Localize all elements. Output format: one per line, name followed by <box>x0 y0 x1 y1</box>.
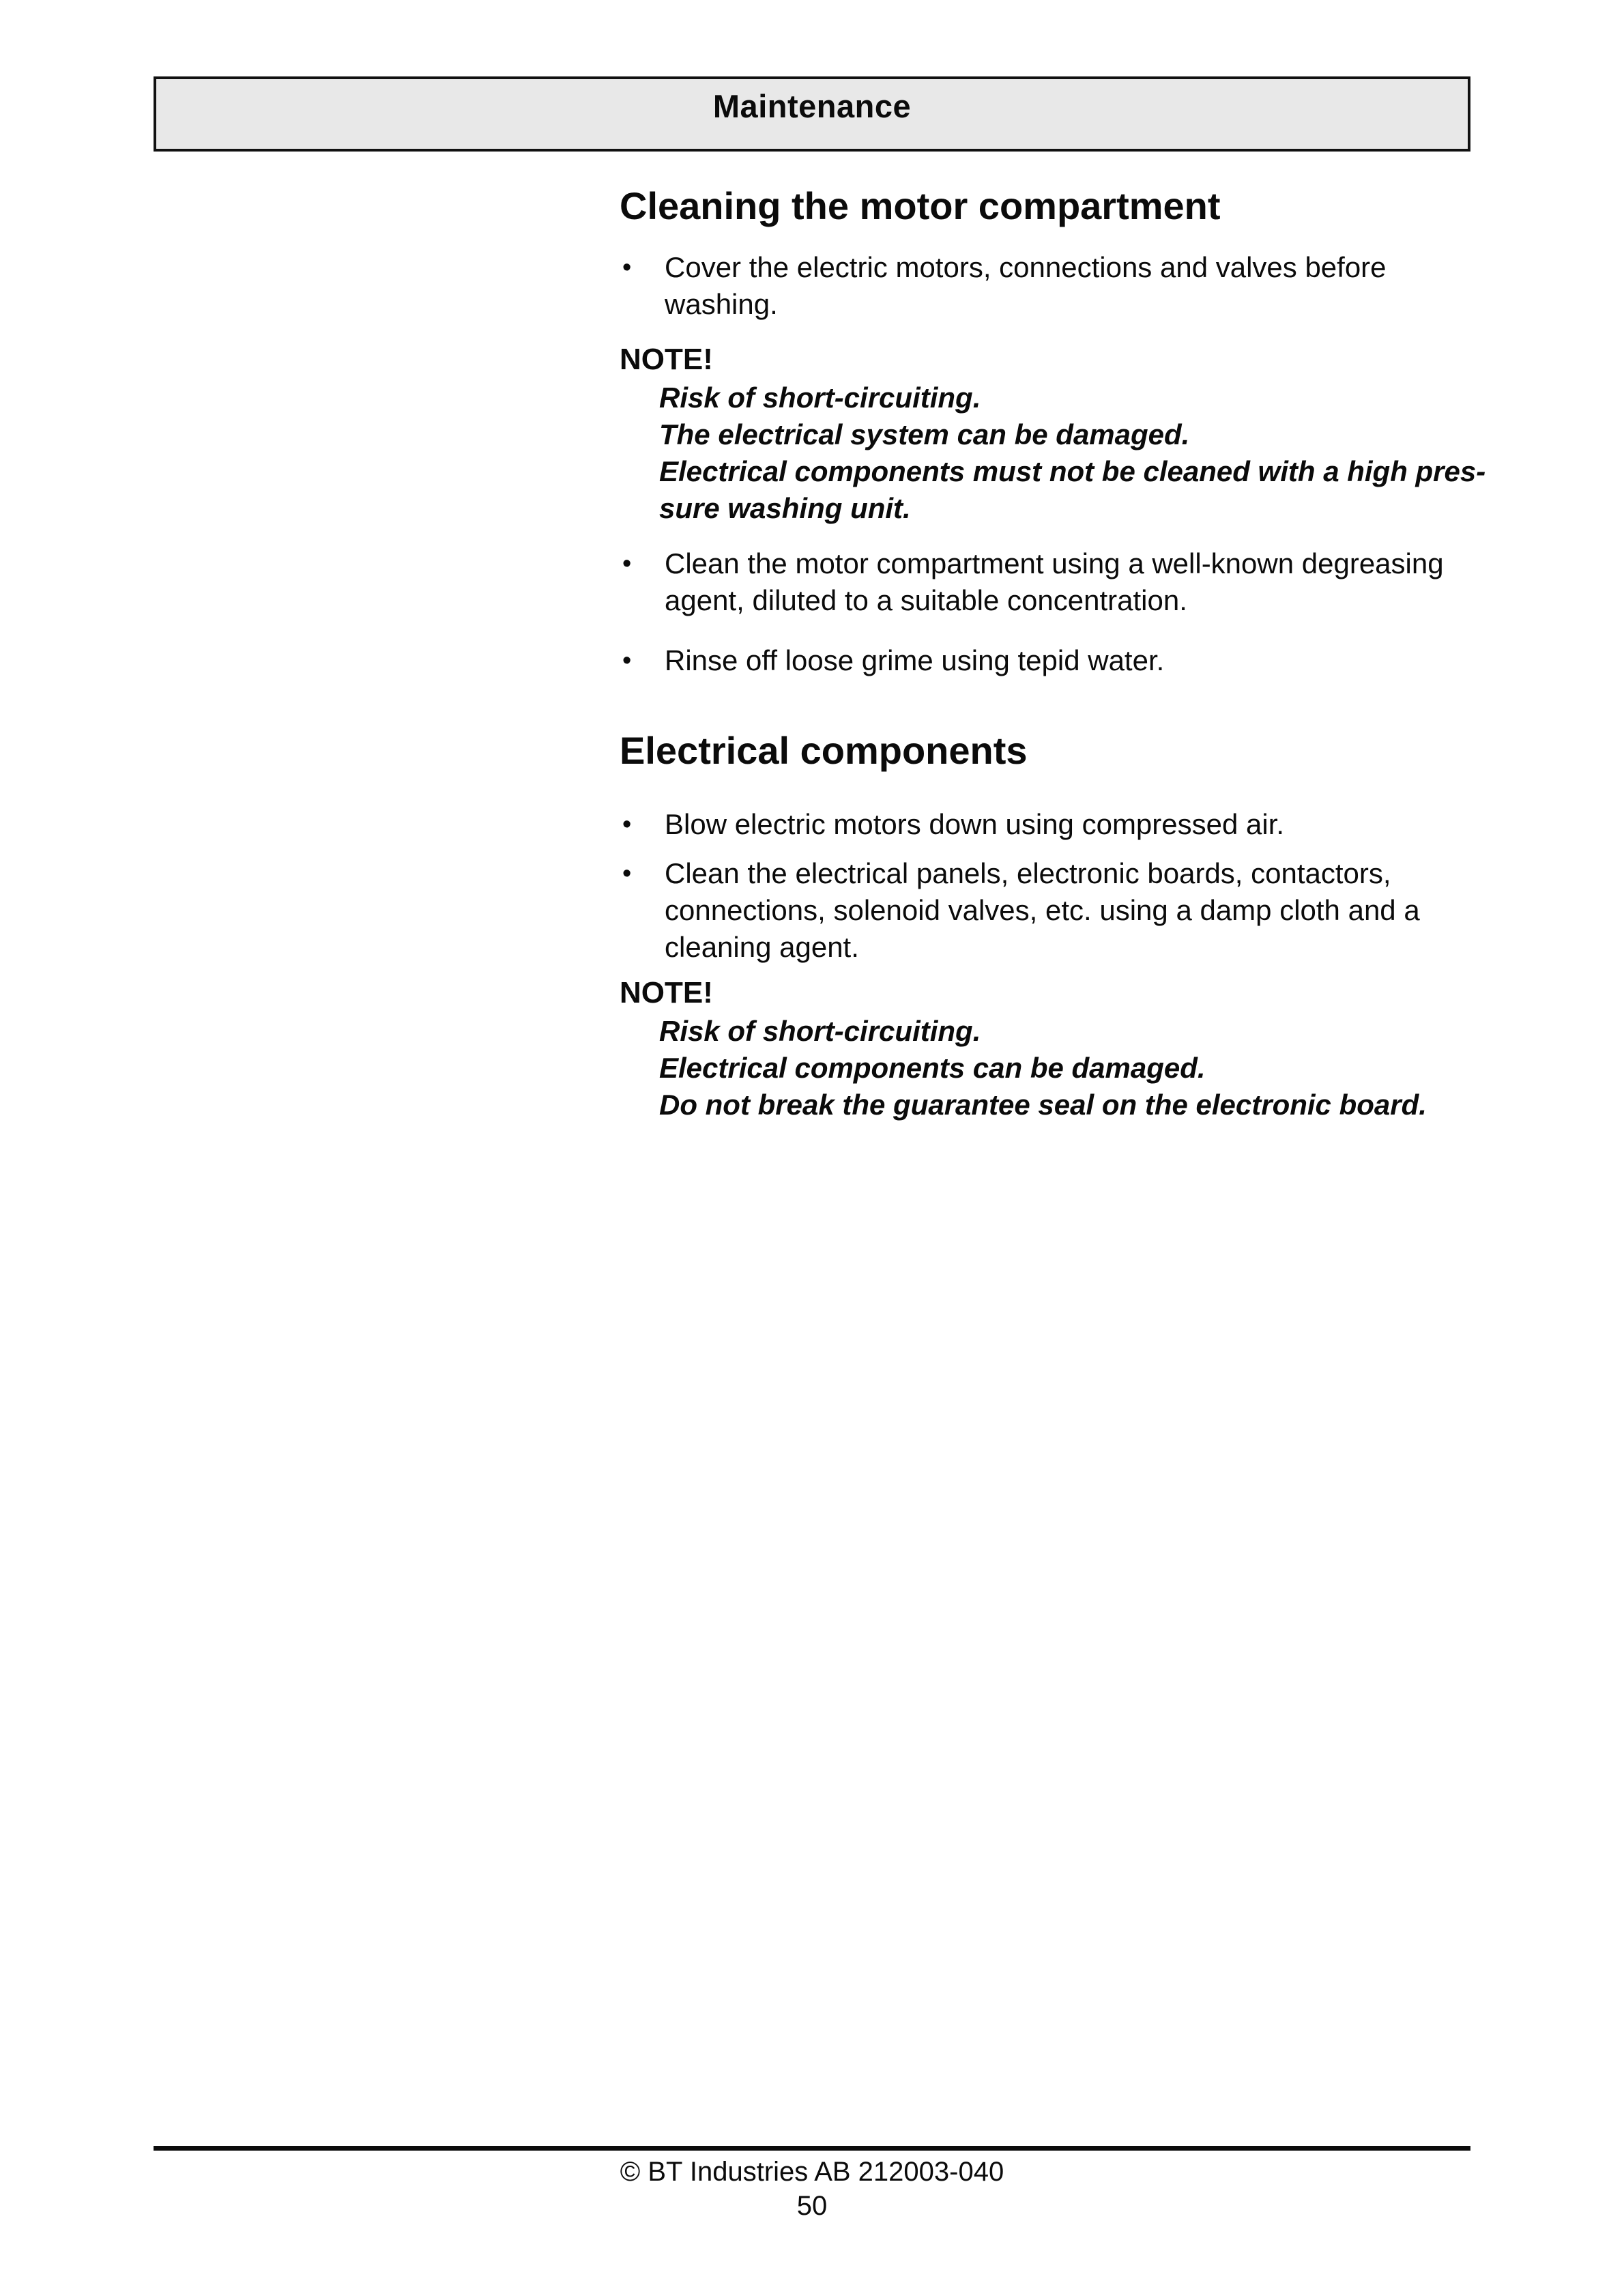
bullet-text-line: Blow electric motors down using compressed air. <box>665 808 1285 840</box>
note-line: Risk of short-circuiting. <box>659 1015 981 1047</box>
section2-heading: Electrical components <box>620 729 1028 772</box>
bullet-icon: • <box>622 646 632 675</box>
bullet-text <box>665 806 1284 843</box>
note-line: Electrical components can be damaged. <box>659 1052 1206 1084</box>
note-body <box>620 1013 1507 1123</box>
bullet-icon: • <box>622 859 632 888</box>
bullet-text <box>665 642 1164 679</box>
bullet-text-line: cleaning agent. <box>665 931 859 963</box>
page-number: 50 <box>796 2191 828 2221</box>
list-item <box>620 642 1507 679</box>
list-item <box>620 806 1507 843</box>
page-header-title: Maintenance <box>712 87 912 124</box>
note-label: NOTE! <box>620 343 713 376</box>
bullet-text <box>665 249 1387 323</box>
note-line: Risk of short-circuiting. <box>659 382 981 414</box>
bullet-text-line: Clean the motor compartment using a well-known degreasing <box>665 547 1444 579</box>
bullet-text-line: connections, solenoid valves, etc. using a damp cloth and a <box>665 894 1420 926</box>
note-block <box>620 341 1507 527</box>
bullet-text-line: washing. <box>665 288 778 320</box>
list-item <box>620 249 1507 323</box>
bullet-text <box>665 545 1444 619</box>
footer-copyright: © BT Industries AB 212003-040 <box>620 2157 1004 2187</box>
note-line: Electrical components must not be cleaned with a high pres- <box>659 455 1486 487</box>
note-body <box>620 379 1507 527</box>
note-line: Do not break the guarantee seal on the electronic board. <box>659 1089 1427 1121</box>
bullet-icon: • <box>622 253 632 282</box>
bullet-icon: • <box>622 549 632 578</box>
note-line: The electrical system can be damaged. <box>659 418 1190 450</box>
bullet-text <box>665 855 1420 966</box>
section1-heading: Cleaning the motor compartment <box>620 184 1221 227</box>
bullet-text-line: Rinse off loose grime using tepid water. <box>665 644 1165 676</box>
page-header-box <box>154 76 1470 152</box>
bullet-text-line: Clean the electrical panels, electronic boards, contactors, <box>665 857 1391 889</box>
footer-divider <box>154 2146 1470 2151</box>
bullet-text-line: agent, diluted to a suitable concentration. <box>665 584 1187 616</box>
content-column <box>620 184 1507 1123</box>
bullet-text-line: Cover the electric motors, connections and valves before <box>665 251 1387 283</box>
note-label: NOTE! <box>620 976 713 1009</box>
note-line: sure washing unit. <box>659 492 911 524</box>
bullet-icon: • <box>622 810 632 839</box>
note-block <box>620 975 1507 1123</box>
list-item <box>620 855 1507 966</box>
list-item <box>620 545 1507 619</box>
